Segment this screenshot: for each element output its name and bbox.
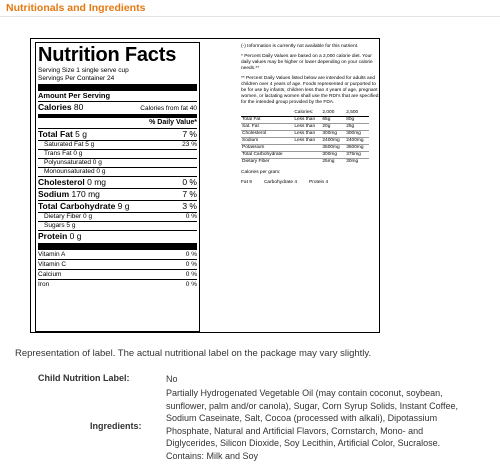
ingredients-text bbox=[166, 387, 496, 462]
nutrient-label: Total Carbohydrate bbox=[38, 201, 116, 211]
calories-per-gram-item: Fat 9 bbox=[241, 180, 252, 185]
ingredients-line: Sodium Caseinate, Salt, Cocoa (processed with alkali), Dipotassium bbox=[166, 413, 438, 423]
nutrient-name-amount bbox=[38, 189, 100, 200]
calories-per-gram-item: Protein 4 bbox=[309, 180, 329, 185]
ingredients-label: Ingredients: bbox=[90, 421, 142, 431]
vitamin-daily-value: 0 % bbox=[185, 251, 197, 258]
ingredients-line: Contains: Milk and Soy bbox=[166, 450, 259, 461]
child-nutrition-label: Child Nutrition Label: bbox=[38, 373, 130, 383]
nutrient-amount: 0 mg bbox=[87, 177, 107, 187]
dv-table-header-cell: Calories: bbox=[293, 110, 321, 117]
footnote-3: ** Percent Daily Values listed below are intended for adults and children over 4 years of age. Foods represented or purported to be for use by infants, children less than 4 years of age, pregnant women, or lactating women shall use the RDI's that are specified for the intended group provided by the FDA. bbox=[241, 76, 379, 105]
dv-table-cell: 3500mg bbox=[345, 145, 369, 152]
dv-table-row bbox=[241, 145, 369, 152]
amount-per-serving: Amount Per Serving bbox=[38, 91, 111, 100]
dv-table-cell: Less than bbox=[293, 138, 321, 145]
nutrient-row bbox=[38, 189, 197, 200]
dv-table-row bbox=[241, 131, 369, 138]
nutrient-daily-value: 7 % bbox=[182, 189, 197, 199]
ingredients-line: Partially Hydrogenated Vegetable Oil (may contain coconut, soybean, bbox=[166, 388, 443, 398]
dv-table-cell: Dietary Fiber bbox=[241, 159, 293, 166]
nutrient-amount: 5 g bbox=[66, 222, 76, 229]
nutrient-name-amount bbox=[44, 159, 102, 167]
nutrient-row bbox=[38, 150, 197, 158]
calories-per-gram bbox=[241, 180, 381, 186]
vitamin-label: Iron bbox=[38, 281, 50, 288]
nutrient-amount: 5 g bbox=[85, 141, 95, 148]
dv-table-cell: 300mg bbox=[345, 131, 369, 138]
dv-table-row bbox=[241, 159, 369, 166]
label-caption: Representation of label. The actual nutritional label on the package may vary slightly. bbox=[15, 348, 372, 359]
dv-table-cell: 2400mg bbox=[321, 138, 345, 145]
nutrient-amount: 9 g bbox=[117, 201, 130, 211]
nutrient-label: Sodium bbox=[38, 189, 70, 199]
dv-table-cell: Less than bbox=[293, 131, 321, 138]
dv-table-cell: 300mg bbox=[321, 131, 345, 138]
nutrient-label: Monounsaturated bbox=[44, 168, 95, 175]
vitamin-row bbox=[38, 270, 197, 279]
nutrient-label: Trans Fat bbox=[44, 150, 72, 157]
nutrient-row bbox=[38, 222, 197, 230]
calories-row bbox=[38, 102, 197, 114]
ingredients-line: sunflower, palm and/or canola), Sugar, Corn Syrup Solids, Instant Coffee, bbox=[166, 400, 458, 411]
nutrient-name-amount bbox=[38, 231, 81, 242]
vitamin-daily-value: 0 % bbox=[185, 271, 197, 278]
footnote-2: * Percent Daily Values are based on a 2,000 calorie diet. Your daily values may be higher or lower depending on your calorie needs.** bbox=[241, 54, 373, 71]
nutrient-daily-value: 7 % bbox=[182, 129, 197, 139]
nutrient-row bbox=[38, 159, 197, 167]
nutrient-name-amount bbox=[44, 222, 75, 230]
dv-table-cell bbox=[293, 152, 321, 159]
nutrient-daily-value: 0 % bbox=[185, 213, 197, 220]
nutrient-row bbox=[38, 213, 197, 221]
serving-size: Serving Size 1 single serve cup bbox=[38, 67, 129, 74]
dv-table-cell: 300mg bbox=[321, 152, 345, 159]
dv-table-cell: Cholesterol bbox=[241, 131, 293, 138]
dv-table-cell: Less than bbox=[293, 124, 321, 131]
nutrient-label: Cholesterol bbox=[38, 177, 85, 187]
dv-table-row bbox=[241, 138, 369, 145]
nutrient-name-amount bbox=[38, 129, 87, 140]
nutrient-rows bbox=[38, 128, 197, 242]
vitamin-row bbox=[38, 280, 197, 289]
vitamin-label: Vitamin A bbox=[38, 251, 66, 258]
vitamin-label: Vitamin C bbox=[38, 261, 67, 268]
dv-table-cell: 20g bbox=[321, 124, 345, 131]
nutrition-facts-title: Nutrition Facts bbox=[38, 44, 177, 66]
nutrient-daily-value: 23 % bbox=[182, 141, 197, 148]
nutrient-row bbox=[38, 129, 197, 140]
ingredients-line: Phosphate, Natural and Artificial Flavors, Cornstarch, Mono- and bbox=[166, 425, 424, 436]
servings-per-container: Servings Per Container 24 bbox=[38, 75, 115, 82]
vitamin-daily-value: 0 % bbox=[185, 281, 197, 288]
vitamin-daily-value: 0 % bbox=[185, 261, 197, 268]
section-title: Nutritionals and Ingredients bbox=[6, 2, 146, 14]
dv-table-cell bbox=[293, 159, 321, 166]
nutrient-name-amount bbox=[44, 141, 94, 149]
dv-table-cell: Sodium bbox=[241, 138, 293, 145]
nutrient-row bbox=[38, 201, 197, 212]
ingredients-line: Diglycerides, Silicon Dioxide, Soy Lecithin, Artificial Color, Sucralose. bbox=[166, 438, 441, 448]
dv-table-cell: 3500mg bbox=[321, 145, 345, 152]
nutrient-daily-value: 3 % bbox=[182, 201, 197, 211]
calories-from-fat: Calories from fat 40 bbox=[140, 105, 197, 112]
vitamin-rows bbox=[38, 250, 197, 289]
child-nutrition-value: No bbox=[166, 374, 178, 384]
dv-table-cell: 30mg bbox=[345, 159, 369, 166]
dv-table-row bbox=[241, 124, 369, 131]
footnotes bbox=[241, 44, 381, 329]
nutrient-row bbox=[38, 141, 197, 149]
dv-table-cell: 65g bbox=[321, 117, 345, 124]
dv-table-cell: Total Carbohydrate bbox=[241, 152, 293, 159]
nutrient-amount: 0 g bbox=[83, 213, 93, 220]
vitamin-row bbox=[38, 250, 197, 259]
calories-per-gram-item: Carbohydrate 4 bbox=[263, 180, 298, 185]
dv-table-cell: Potassium bbox=[241, 145, 293, 152]
nutrient-name-amount bbox=[38, 201, 130, 212]
nutrient-name-amount bbox=[44, 168, 105, 176]
nutrient-name-amount bbox=[38, 177, 106, 188]
nutrient-row bbox=[38, 168, 197, 176]
nutrient-label: Sugars bbox=[44, 222, 65, 229]
nutrient-amount: 0 g bbox=[92, 159, 102, 166]
vitamin-row bbox=[38, 260, 197, 269]
nutrient-amount: 5 g bbox=[75, 129, 87, 139]
nutrient-name-amount bbox=[44, 150, 82, 158]
dv-table-cell: 80g bbox=[345, 117, 369, 124]
footnote-1: (-) Information is currently not available for this nutrient. bbox=[241, 44, 359, 49]
nutrient-label: Polyunsaturated bbox=[44, 159, 91, 166]
dv-table-cell: Sat. Fat bbox=[241, 124, 293, 131]
nutrient-row bbox=[38, 177, 197, 188]
nutrient-label: Protein bbox=[38, 231, 68, 241]
daily-values-table bbox=[241, 110, 369, 165]
nutrient-amount: 0 g bbox=[69, 231, 82, 241]
dv-table-header-cell: 2,500 bbox=[345, 110, 369, 117]
calories-per-gram-label: Calories per gram: bbox=[241, 170, 281, 175]
daily-value-header: % Daily Value* bbox=[149, 119, 197, 126]
dv-table-row bbox=[241, 117, 369, 124]
dv-table-cell bbox=[293, 145, 321, 152]
dv-table-cell: Less than bbox=[293, 117, 321, 124]
nutrition-label-image bbox=[30, 38, 380, 333]
dv-table-cell: Total Fat bbox=[241, 117, 293, 124]
nutrient-amount: 0 g bbox=[73, 150, 83, 157]
calories-label: Calories bbox=[38, 102, 72, 112]
nutrient-label: Saturated Fat bbox=[44, 141, 84, 148]
nutrition-facts-box bbox=[35, 42, 200, 332]
nutrient-label: Total Fat bbox=[38, 129, 73, 139]
dv-table-cell: 25mg bbox=[321, 159, 345, 166]
dv-table-cell: 375mg bbox=[345, 152, 369, 159]
dv-table-cell: 25g bbox=[345, 124, 369, 131]
nutrient-row bbox=[38, 231, 197, 242]
dv-table-cell: 2400mg bbox=[345, 138, 369, 145]
nutrient-daily-value: 0 % bbox=[182, 177, 197, 187]
vitamin-label: Calcium bbox=[38, 271, 62, 278]
nutrient-name-amount bbox=[44, 213, 92, 221]
nutrient-label: Dietary Fiber bbox=[44, 213, 82, 220]
dv-table-header-cell: 2,000 bbox=[321, 110, 345, 117]
nutrient-amount: 0 g bbox=[96, 168, 106, 175]
dv-table-row bbox=[241, 152, 369, 159]
nutrient-amount: 170 mg bbox=[71, 189, 100, 199]
section-header bbox=[0, 0, 500, 17]
calories-value: 80 bbox=[73, 102, 84, 112]
